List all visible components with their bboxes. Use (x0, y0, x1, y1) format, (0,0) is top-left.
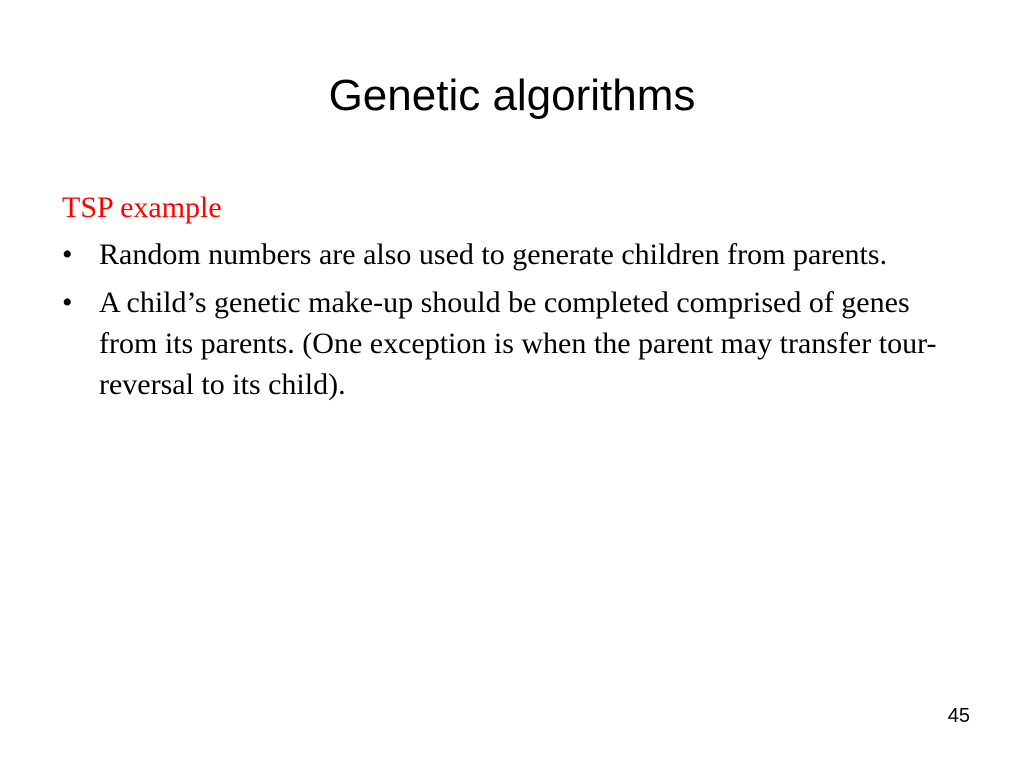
bullet-marker: • (62, 238, 73, 271)
bullet-marker: • (62, 286, 73, 319)
bullet-item (62, 234, 962, 275)
bullet-text: Random numbers are also used to generate children from parents. (99, 238, 888, 271)
slide-title: Genetic algorithms (328, 71, 696, 120)
slide-content (62, 187, 962, 412)
bullet-list (62, 234, 962, 405)
subheading: TSP example (62, 191, 222, 224)
bullet-item (62, 282, 962, 405)
page-number: 45 (947, 705, 970, 727)
bullet-text: A child’s genetic make-up should be completed comprised of genes from its parents. (One exception is when the parent may transfer tour-reversal to its child). (99, 286, 937, 401)
